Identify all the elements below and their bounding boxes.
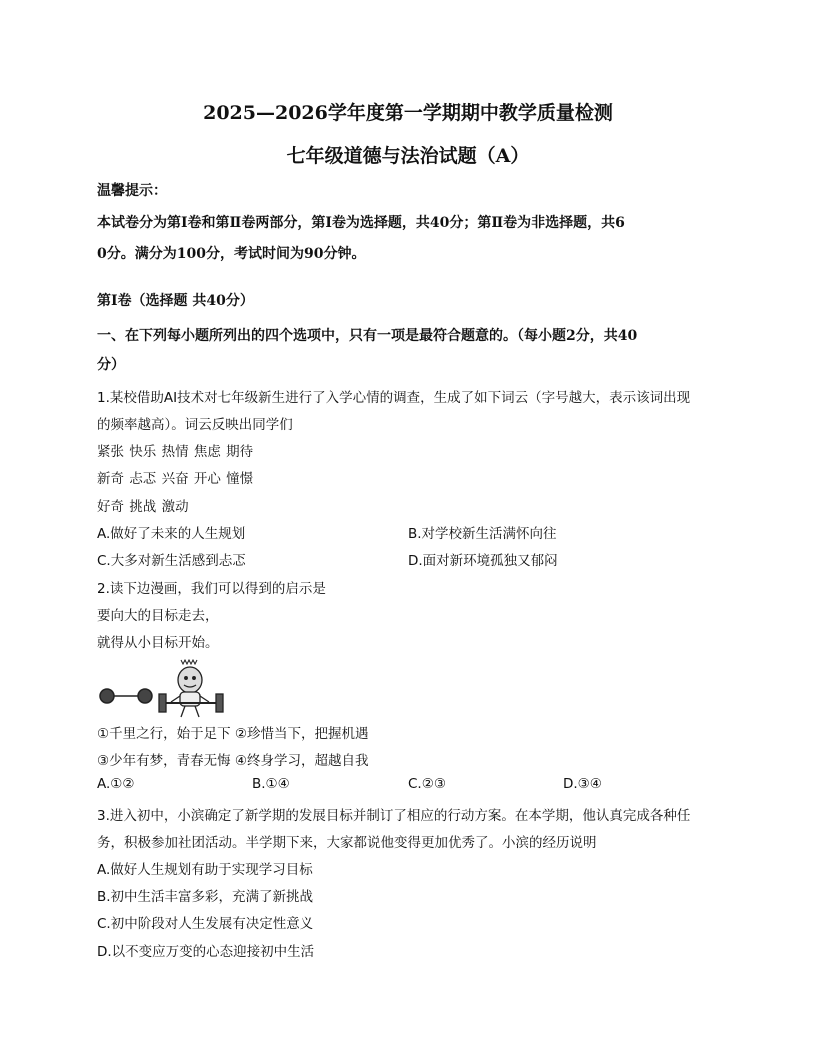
q3-stem-line-1: 3.进入初中，小滨确定了新学期的发展目标并制订了相应的行动方案。在本学期，他认真完成各种任 xyxy=(97,808,691,824)
section-instruction-line-1: 一、在下列每小题所列出的四个选项中，只有一项是最符合题意的。（每小题2分，共40 xyxy=(97,328,638,344)
q3-option-a: A.做好人生规划有助于实现学习目标 xyxy=(97,862,313,878)
weightlifter-figure-icon xyxy=(159,660,223,717)
q3-option-d: D.以不变应万变的心态迎接初中生活 xyxy=(97,944,315,960)
section-title: 第Ⅰ卷（选择题 共40分） xyxy=(97,293,254,309)
q1-option-c: C.大多对新生活感到忐忑 xyxy=(97,553,246,569)
small-barbell-icon xyxy=(100,689,152,703)
weightlifter-cartoon-image xyxy=(97,658,237,718)
q1-stem-line-1: 1.某校借助AI技术对七年级新生进行了入学心情的调查，生成了如下词云（字号越大，表示该词出现 xyxy=(97,390,691,406)
q2-option-d: D.③④ xyxy=(563,776,602,792)
q1-option-d: D.面对新环境孤独又郁闷 xyxy=(408,553,558,569)
tips-heading: 温馨提示： xyxy=(97,183,167,199)
word-cloud-row-1: 紧张 快乐 热情 焦虑 期待 xyxy=(97,444,254,460)
q2-statements-line-1: ①千里之行，始于足下 ②珍惜当下，把握机遇 xyxy=(97,726,369,742)
q2-statements-line-2: ③少年有梦，青春无悔 ④终身学习，超越自我 xyxy=(97,753,369,769)
tips-line-2: 0分。满分为100分，考试时间为90分钟。 xyxy=(97,246,366,262)
q1-option-a: A.做好了未来的人生规划 xyxy=(97,526,246,542)
word-cloud-row-2: 新奇 忐忑 兴奋 开心 憧憬 xyxy=(97,471,254,487)
q2-option-b: B.①④ xyxy=(252,776,290,792)
exam-subtitle: 七年级道德与法治试题（A） xyxy=(286,145,530,167)
tips-line-1: 本试卷分为第Ⅰ卷和第Ⅱ卷两部分，第Ⅰ卷为选择题，共40分；第Ⅱ卷为非选择题，共6 xyxy=(97,215,625,231)
q2-caption-line-2: 就得从小目标开始。 xyxy=(97,635,219,651)
q3-stem-line-2: 务，积极参加社团活动。半学期下来，大家都说他变得更加优秀了。小滨的经历说明 xyxy=(97,835,597,851)
exam-title: 2025—2026学年度第一学期期中教学质量检测 xyxy=(203,102,613,124)
q2-option-a: A.①② xyxy=(97,776,135,792)
q2-caption-line-1: 要向大的目标走去， xyxy=(97,608,219,624)
q2-option-c: C.②③ xyxy=(408,776,446,792)
q3-option-c: C.初中阶段对人生发展有决定性意义 xyxy=(97,916,314,932)
q1-stem-line-2: 的频率越高）。词云反映出同学们 xyxy=(97,417,293,433)
q2-stem: 2.读下边漫画，我们可以得到的启示是 xyxy=(97,581,326,597)
section-instruction-line-2: 分） xyxy=(97,357,125,373)
q1-option-b: B.对学校新生活满怀向往 xyxy=(408,526,557,542)
word-cloud-row-3: 好奇 挑战 激动 xyxy=(97,499,189,515)
q3-option-b: B.初中生活丰富多彩，充满了新挑战 xyxy=(97,889,314,905)
